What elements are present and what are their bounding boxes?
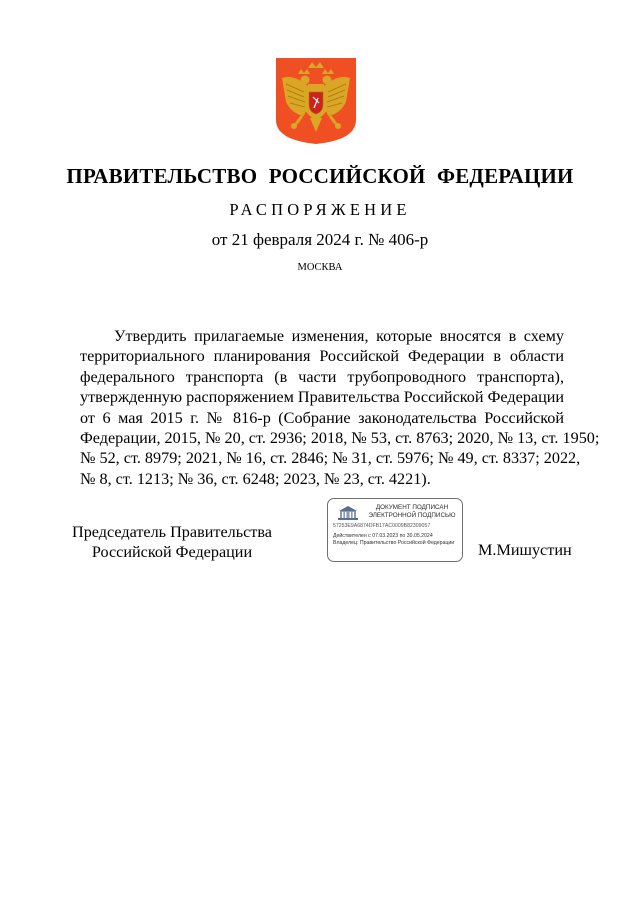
body-line: утвержденную распоряжением Правительства Российской Федерации [80,388,565,407]
document-type: РАСПОРЯЖЕНИЕ [229,200,411,219]
stamp-serial: 57253E9A6874DFB17AC0009B82309057 [333,523,431,529]
document-body [80,326,600,489]
body-line: № 8, ст. 1213; № 36, ст. 6248; 2023, № 23, ст. 4221). [80,469,431,488]
stamp-title-line1: ДОКУМЕНТ ПОДПИСАН [375,504,449,511]
stamp-validity: Действителен с 07.03.2023 по 30.05.2024 [333,533,433,539]
russian-coat-of-arms-icon [274,56,358,146]
government-building-icon [336,505,360,521]
stamp-title [364,504,460,520]
signer-name: М.Мишустин [478,541,572,559]
chairman-title [72,522,272,562]
body-line: от 6 мая 2015 г. № 816-р (Собрание законодательства Российской [80,408,564,427]
body-line: Федерации, 2015, № 20, ст. 2936; 2018, № 53, ст. 8763; 2020, № 13, ст. 1950; [80,429,600,448]
chairman-title-line2: Российской Федерации [91,543,253,561]
body-line: территориального планирования Российской Федерации в области [80,347,564,366]
chairman-title-line1: Председатель Правительства [72,523,272,541]
document-date-number: от 21 февраля 2024 г. № 406-р [211,230,429,249]
document-city: МОСКВА [297,262,343,273]
electronic-signature-stamp [327,498,463,562]
body-line: № 52, ст. 8979; 2021, № 16, ст. 2846; № 31, ст. 5976; № 49, ст. 8337; 2022, [80,449,581,468]
government-title: ПРАВИТЕЛЬСТВО РОССИЙСКОЙ ФЕДЕРАЦИИ [66,164,574,188]
body-line: федерального транспорта (в части трубопроводного транспорта), [80,367,564,386]
stamp-owner: Владелец: Правительство Российской Федерации [333,540,455,546]
body-line: Утвердить прилагаемые изменения, которые вносятся в схему [114,327,564,345]
stamp-title-line2: ЭЛЕКТРОННОЙ ПОДПИСЬЮ [368,512,456,519]
